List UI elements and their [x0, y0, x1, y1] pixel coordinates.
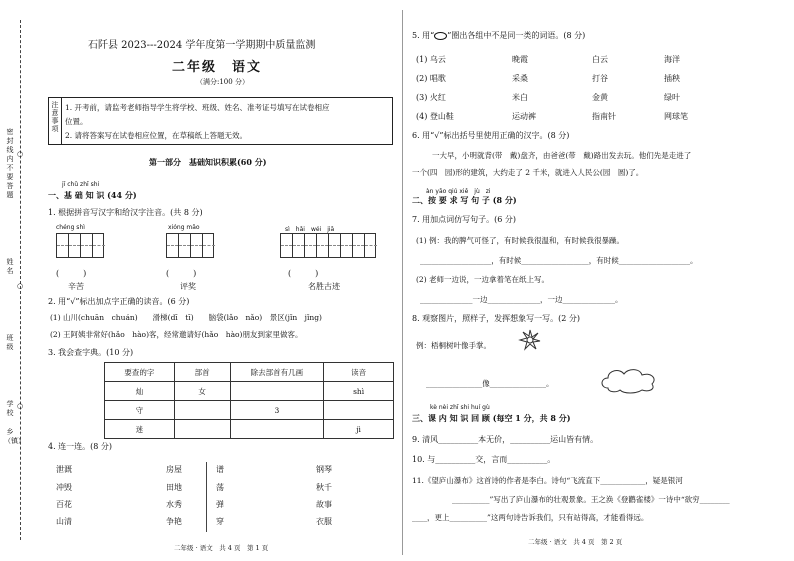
q1-answer-paren[interactable]: ( ) [288, 269, 319, 278]
q5-word[interactable]: 采桑 [512, 74, 528, 83]
q11-line-2[interactable]: __________”写出了庐山瀑布的壮观景象。王之涣《登鹳雀楼》一诗中“欲穷________ [452, 495, 730, 504]
table-cell: 3 [230, 401, 324, 420]
seal-label: 密封线内不要答题 [6, 128, 14, 199]
binding-strip [0, 0, 40, 561]
table-cell[interactable]: 女 [174, 382, 230, 401]
footer-page-1: 二年级 · 语文 共 4 页 第 1 页 [174, 544, 269, 552]
q7-example-2: (2) 老师一边说，一边拿着笔在纸上写。 [416, 275, 550, 284]
cloud-icon [598, 366, 660, 394]
q11-line-1[interactable]: 11.《望庐山瀑布》这首诗的作者是李白。诗句“飞流直下____________，疑是银河 [412, 476, 683, 485]
q7-blank-2[interactable]: ______________一边______________，一边______________。 [420, 295, 623, 304]
q5-word[interactable]: (3) 火红 [416, 93, 446, 102]
q8-example: 例：梧桐树叶像手掌。 [416, 341, 491, 350]
table-header: 除去部首有几画 [230, 363, 324, 382]
q1-pinyin-1: chéng shì [56, 224, 85, 231]
q7-example-1: (1) 例：我的脾气可怪了，有时候我很温和，有时候我很暴躁。 [416, 236, 625, 245]
q5-word[interactable]: 金黄 [592, 93, 608, 102]
q3-text: 3. 我会查字典。(10 分) [48, 348, 134, 357]
q1-word-2: 评奖 [180, 282, 196, 291]
q1-word-3: 名胜古迹 [308, 282, 340, 291]
q6-text: 6. 用“√”标出括号里使用正确的汉字。(8 分) [412, 131, 570, 140]
name-label: 姓名 [6, 258, 14, 275]
section-text-title: 三、课 内 知 识 回 顾 (每空 1 分，共 8 分) [412, 413, 571, 423]
q4-right2-item[interactable]: 衣服 [316, 517, 332, 526]
table-cell: 灿 [105, 382, 175, 401]
q5-word[interactable]: (4) 登山鞋 [416, 112, 454, 121]
q10-text[interactable]: 10. 与__________交，言而__________。 [412, 455, 556, 464]
q5-text [412, 30, 585, 41]
notice-line-2: 2. 请将答案写在试卷相应位置，在草稿纸上答题无效。 [65, 131, 248, 140]
q5-word[interactable]: 白云 [592, 55, 608, 64]
exam-subject: 二年级 语文 [172, 60, 263, 75]
q11-line-3[interactable]: ____，更上__________”这两句诗告诉我们，只有站得高，才能看得远。 [412, 513, 649, 522]
right-page [412, 0, 786, 561]
dictionary-table [104, 362, 394, 439]
section-pinyin: jī chǔ zhī shi [62, 181, 100, 188]
exam-title: 石阡县 2023---2024 学年度第一学期期中质量监测 [88, 40, 316, 51]
tian-grid[interactable] [280, 233, 376, 258]
notice-line-1b: 位置。 [65, 117, 88, 126]
q2-line-1: (1) 山川(chuān chuán) 滑梯(dī tī) 脑袋(lǎo nǎo) 景区(jǐn jǐng) [50, 313, 322, 322]
q6-line-1: 一大早，小明就背(带 戴)盘齐，由爸爸(带 戴)路出发去玩。他们先是走进了 [432, 151, 692, 160]
left-page [48, 0, 393, 561]
q4-left2-item[interactable]: 房屋 [166, 465, 182, 474]
notice-label: 注意事项 [49, 98, 62, 144]
q5-word[interactable]: (2) 唱歌 [416, 74, 446, 83]
q4-right2-item[interactable]: 故事 [316, 500, 332, 509]
q5-word[interactable]: 运动裤 [512, 112, 536, 121]
q5-word[interactable]: 海洋 [664, 55, 680, 64]
table-cell: 迷 [105, 420, 175, 439]
q1-pinyin-3: sì hǎi wéi jiā [285, 226, 335, 233]
section-pinyin: àn yāo qiú xiě jù zi [426, 188, 491, 195]
q5-word[interactable]: 打谷 [592, 74, 608, 83]
q1-word-1: 辛苦 [68, 282, 84, 291]
q4-left1-item[interactable]: 冲毁 [56, 483, 72, 492]
q4-left2-item[interactable]: 田地 [166, 483, 182, 492]
town-label: 乡（镇） [4, 428, 25, 445]
q1-answer-paren[interactable]: ( ) [166, 269, 197, 278]
q4-left2-item[interactable]: 水秀 [166, 500, 182, 509]
circle-icon [434, 32, 447, 40]
q1-pinyin-2: xióng māo [168, 224, 200, 231]
q5-word[interactable]: 网球笔 [664, 112, 688, 121]
q4-right2-item[interactable]: 钢琴 [316, 465, 332, 474]
section-basic-title: 一、基 础 知 识 (44 分) [48, 190, 137, 200]
table-cell[interactable] [324, 401, 394, 420]
notice-box [48, 97, 393, 145]
class-label: 班级 [6, 334, 14, 351]
footer-page-2: 二年级 · 语文 共 4 页 第 2 页 [528, 538, 623, 546]
seal-line [20, 20, 21, 540]
q4-right1-item[interactable]: 谱 [216, 465, 224, 474]
table-header: 读音 [324, 363, 394, 382]
full-score: （满分:100 分） [196, 78, 249, 86]
section-sentence-title: 二、按 要 求 写 句 子 (8 分) [412, 195, 517, 205]
table-cell[interactable] [174, 401, 230, 420]
table-cell: shì [324, 382, 394, 401]
seal-dot: ○ [17, 150, 24, 158]
q2-text: 2. 用“√”标出加点字正确的读音。(6 分) [48, 297, 190, 306]
q6-line-2: 一个(四 园)形的建筑，大约走了 2 千米，就进入人民公(园 圆)了。 [412, 168, 644, 177]
q4-left1-item[interactable]: 泄溉 [56, 465, 72, 474]
leaf-icon [518, 328, 542, 352]
notice-line-1: 1. 开考前，请监考老师指导学生将学校、班级、姓名、准考证号填写在试卷相应 [65, 103, 330, 112]
table-cell[interactable] [174, 420, 230, 439]
q9-text[interactable]: 9. 清风__________本无价，__________运山皆有情。 [412, 435, 599, 444]
q5-word[interactable]: 米白 [512, 93, 528, 102]
q4-right2-item[interactable]: 秋千 [316, 483, 332, 492]
section-pinyin: kè nèi zhī shi huí gù [430, 404, 490, 411]
q7-blank-1[interactable]: ___________________，有时候__________________，有时候___________________。 [420, 256, 698, 265]
q4-left2-item[interactable]: 争艳 [166, 517, 182, 526]
q4-right1-item[interactable]: 弹 [216, 500, 224, 509]
q8-blank[interactable]: _______________像_______________。 [426, 379, 554, 388]
table-cell: jì [324, 420, 394, 439]
seal-dot: ○ [17, 402, 24, 410]
q5-word[interactable]: (1) 乌云 [416, 55, 446, 64]
q8-text: 8. 观察图片，照样子，发挥想象写一写。(2 分) [412, 314, 581, 323]
q5-word[interactable]: 指南针 [592, 112, 616, 121]
tian-grid[interactable] [166, 233, 214, 258]
tian-grid[interactable] [56, 233, 104, 258]
school-label: 学校 [6, 400, 14, 417]
q4-right1-item[interactable]: 穿 [216, 517, 224, 526]
table-header: 要查的字 [105, 363, 175, 382]
q4-left1-item[interactable]: 山清 [56, 517, 72, 526]
page-divider [402, 10, 403, 555]
seal-dot: ○ [17, 282, 24, 290]
q5-word[interactable]: 插秧 [664, 74, 680, 83]
q2-line-2: (2) 王阿姨非常好(hǎo hào)客，经常邀请好(hǎo hào)朋友到家里做客。 [50, 330, 303, 339]
table-cell: 守 [105, 401, 175, 420]
q5-text-a: 5. 用“ [412, 31, 435, 40]
q5-word[interactable]: 绿叶 [664, 93, 680, 102]
q4-right1-item[interactable]: 荡 [216, 483, 224, 492]
q1-answer-paren[interactable]: ( ) [56, 269, 87, 278]
q5-word[interactable]: 晚霞 [512, 55, 528, 64]
q4-text: 4. 连一连。(8 分) [48, 442, 113, 451]
q1-text: 1. 根据拼音写汉字和给汉字注音。(共 8 分) [48, 208, 203, 217]
divider [206, 462, 207, 532]
part-one-title: 第一部分 基础知识积累(60 分) [149, 157, 267, 167]
q5-text-b: ”圈出各组中不是同一类的词语。(8 分) [447, 31, 586, 40]
table-cell[interactable] [230, 420, 324, 439]
q4-left1-item[interactable]: 百花 [56, 500, 72, 509]
table-header: 部首 [174, 363, 230, 382]
q7-text: 7. 用加点词仿写句子。(6 分) [412, 215, 517, 224]
table-cell[interactable] [230, 382, 324, 401]
